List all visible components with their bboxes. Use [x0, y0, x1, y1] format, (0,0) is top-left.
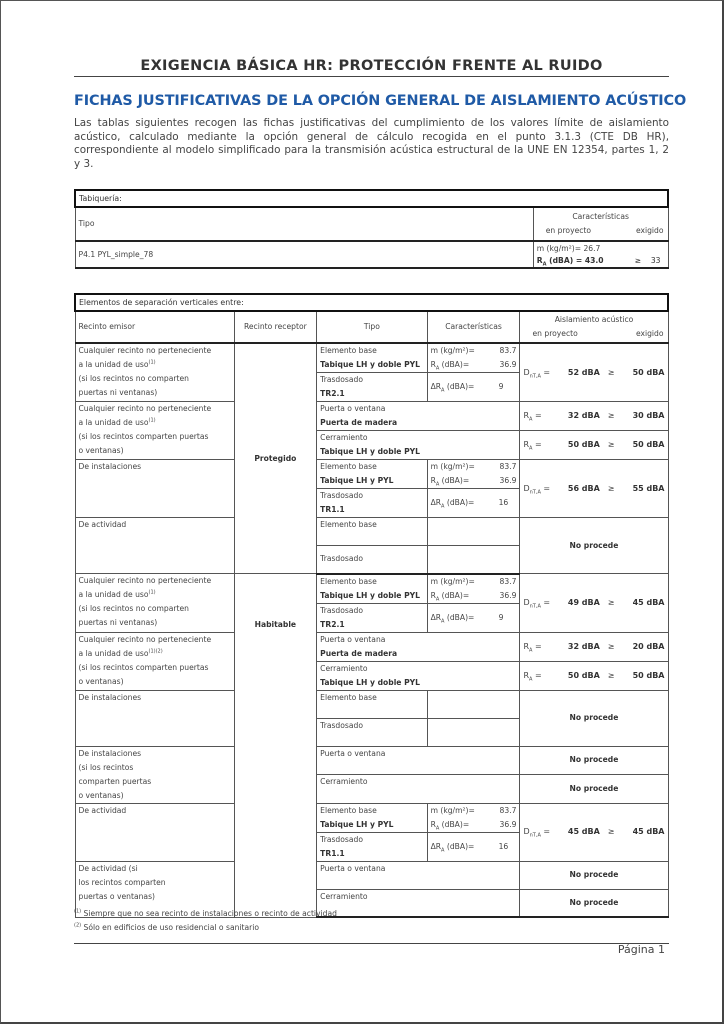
- emisor-cell: Cualquier recinto no perteneciente a la unidad de uso$^{(1)(2)}$ (si los recintos comparten puertas o ventanas): [75, 632, 234, 690]
- emisor-cell: Cualquier recinto no perteneciente a la unidad de uso$^{(1)}$ (si los recintos comparten puertas o ventanas): [75, 402, 234, 460]
- footnote-1: $^{(1)}$ Siempre que no sea recinto de instalaciones o recinto de actividad: [74, 908, 337, 918]
- table-row: [75, 402, 668, 431]
- emisor-cell: Cualquier recinto no perteneciente a la unidad de uso$^{(1)}$ (si los recintos no comparten puertas ni ventanas): [75, 574, 234, 633]
- receptor-protegido: Protegido: [234, 343, 317, 574]
- resultado-dnta: $D_{nT,A}$ = 56 dBA ≥ 55 dBA: [520, 460, 668, 518]
- base-caracteristicas: m (kg/m²)= 83.7 $R_A$ (dBA)= 36.9: [427, 803, 520, 832]
- receptor-habitable: Habitable: [234, 574, 317, 918]
- tabiqueria-table: [74, 189, 669, 269]
- table-title: Elementos de separación verticales entre:: [75, 294, 668, 311]
- caracteristicas-label: Características: [572, 212, 629, 221]
- table-row: [75, 861, 668, 889]
- no-procede: No procede: [520, 746, 668, 775]
- emisor-cell: De actividad: [75, 518, 234, 574]
- no-procede: No procede: [520, 775, 668, 804]
- table-row: [75, 343, 668, 373]
- resultado-ra-cerramiento: $R_A$ = 50 dBA ≥ 50 dBA: [520, 661, 668, 690]
- puerta-cell: Puerta o ventana Puerta de madera: [317, 402, 520, 431]
- base-caracteristicas: m (kg/m²)= 83.7 $R_A$ (dBA)= 36.9: [427, 343, 520, 373]
- base-caracteristicas: [427, 690, 520, 718]
- no-procede: No procede: [520, 861, 668, 889]
- table-row: [75, 574, 668, 604]
- puerta-cell: Puerta o ventana: [317, 861, 520, 889]
- elemento-base-cell: Elemento base Tabique LH y doble PYL: [317, 343, 427, 373]
- tabiqueria-caracteristicas: m (kg/m²)= 26.7 $R_A$ (dBA) = 43.0 ≥ 33: [533, 241, 668, 268]
- trasdosado-cell: Trasdosado TR2.1: [317, 373, 427, 402]
- intro-paragraph: Las tablas siguientes recogen las fichas justificativas del cumplimiento de los valores límite de aislamiento acústico, calculado mediante la opción general de cálculo recogida en el punto 3.1.3 (CTE DB HR), correspondiente al modelo simplificado para la transmisión acústica estructural de la UNE EN 12354, partes 1, 2 y 3.: [74, 117, 669, 170]
- emisor-cell: De instalaciones (si los recintos comparten puertas o ventanas): [75, 746, 234, 803]
- trasdosado-cell: Trasdosado TR2.1: [317, 603, 427, 632]
- emisor-cell: De actividad: [75, 803, 234, 861]
- en-proyecto-label: en proyecto: [545, 226, 592, 235]
- table-row: [75, 803, 668, 832]
- header-caracteristicas: [533, 207, 668, 241]
- header-tipo: Tipo: [75, 207, 533, 241]
- emisor-cell: De instalaciones: [75, 690, 234, 746]
- emisor-cell: De instalaciones: [75, 460, 234, 518]
- cerramiento-cell: Cerramiento: [317, 775, 520, 804]
- no-procede: No procede: [520, 690, 668, 746]
- section-title: FICHAS JUSTIFICATIVAS DE LA OPCIÓN GENERAL DE AISLAMIENTO ACÚSTICO: [74, 93, 687, 109]
- trasdosado-caracteristicas: $\Delta R_A$ (dBA)= 16: [427, 832, 520, 861]
- trasdosado-cell: Trasdosado TR1.1: [317, 832, 427, 861]
- base-caracteristicas: m (kg/m²)= 83.7 $R_A$ (dBA)= 36.9: [427, 574, 520, 604]
- header-receptor: Recinto receptor: [234, 311, 317, 343]
- no-procede: No procede: [520, 889, 668, 917]
- cerramiento-cell: Cerramiento: [317, 889, 520, 917]
- cerramiento-cell: Cerramiento Tabique LH y doble PYL: [317, 661, 520, 690]
- ra-value: (dBA) = 43.0: [546, 256, 604, 265]
- elemento-base-cell: Elemento base Tabique LH y PYL: [317, 803, 427, 832]
- resultado-dnta: $D_{nT,A}$ = 49 dBA ≥ 45 dBA: [520, 574, 668, 633]
- separacion-table: [74, 293, 669, 918]
- m-value: m (kg/m²)= 26.7: [536, 244, 601, 253]
- table-title: Tabiquería:: [75, 190, 668, 207]
- resultado-ra-puerta: $R_A$ = 32 dBA ≥ 30 dBA: [520, 402, 668, 431]
- trasdosado-caracteristicas: $\Delta R_A$ (dBA)= 9: [427, 373, 520, 402]
- document-header: EXIGENCIA BÁSICA HR: PROTECCIÓN FRENTE AL RUIDO: [74, 57, 669, 77]
- header-emisor: Recinto emisor: [75, 311, 234, 343]
- header-tipo: Tipo: [317, 311, 427, 343]
- emisor-cell: De actividad (si los recintos comparten puertas o ventanas): [75, 861, 234, 917]
- resultado-dnta: $D_{nT,A}$ = 52 dBA ≥ 50 dBA: [520, 343, 668, 402]
- elemento-base-cell: Elemento base: [317, 690, 427, 718]
- trasdosado-caracteristicas: [427, 546, 520, 574]
- trasdosado-caracteristicas: $\Delta R_A$ (dBA)= 9: [427, 603, 520, 632]
- elemento-base-cell: Elemento base Tabique LH y doble PYL: [317, 574, 427, 604]
- trasdosado-cell: Trasdosado: [317, 546, 427, 574]
- resultado-ra-puerta: $R_A$ = 32 dBA ≥ 20 dBA: [520, 632, 668, 661]
- table-row: [75, 690, 668, 718]
- resultado-dnta: $D_{nT,A}$ = 45 dBA ≥ 45 dBA: [520, 803, 668, 861]
- base-caracteristicas: m (kg/m²)= 83.7 $R_A$ (dBA)= 36.9: [427, 460, 520, 489]
- emisor-cell: Cualquier recinto no perteneciente a la unidad de uso$^{(1)}$ (si los recintos no comparten puertas ni ventanas): [75, 343, 234, 402]
- cerramiento-cell: Cerramiento Tabique LH y doble PYL: [317, 431, 520, 460]
- resultado-ra-cerramiento: $R_A$ = 50 dBA ≥ 50 dBA: [520, 431, 668, 460]
- exigido-label: exigido: [635, 226, 664, 235]
- tabiqueria-tipo: P4.1 PYL_simple_78: [75, 241, 533, 268]
- trasdosado-caracteristicas: $\Delta R_A$ (dBA)= 16: [427, 489, 520, 518]
- footnotes: [74, 907, 337, 935]
- table-row: [75, 518, 668, 546]
- table-row: [75, 746, 668, 775]
- no-procede: No procede: [520, 518, 668, 574]
- trasdosado-caracteristicas: [427, 718, 520, 746]
- table-row: [75, 460, 668, 489]
- footnote-2: $^{(2)}$ Sólo en edificios de uso residencial o sanitario: [74, 922, 260, 932]
- page-number: Página 1: [617, 943, 665, 956]
- elemento-base-cell: Elemento base: [317, 518, 427, 546]
- trasdosado-cell: Trasdosado TR1.1: [317, 489, 427, 518]
- trasdosado-cell: Trasdosado: [317, 718, 427, 746]
- puerta-cell: Puerta o ventana: [317, 746, 520, 775]
- header-aislamiento: Aislamiento acústico en proyecto exigido: [520, 311, 668, 343]
- header-caracteristicas: Características: [427, 311, 520, 343]
- puerta-cell: Puerta o ventana Puerta de madera: [317, 632, 520, 661]
- table-row: [75, 632, 668, 661]
- base-caracteristicas: [427, 518, 520, 546]
- footer-divider: [74, 943, 669, 944]
- elemento-base-cell: Elemento base Tabique LH y PYL: [317, 460, 427, 489]
- ra-exigido: 33: [650, 256, 661, 265]
